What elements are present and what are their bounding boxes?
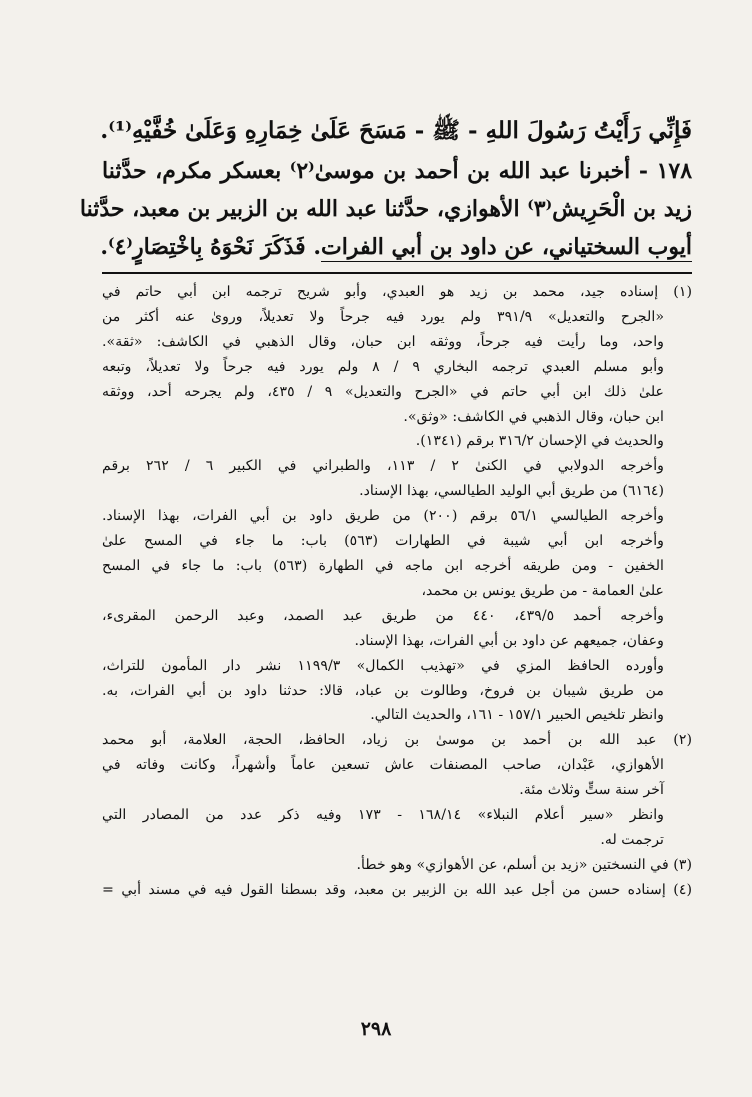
- hadith-text: [79, 112, 693, 266]
- footnote-1-line-18: وانظر تلخيص الحبير ١٥٧/١ - ١٦١، والحديث التالي.: [370, 707, 664, 724]
- footnote-2-line-1: (٢) عبد الله بن أحمد بن موسىٰ بن زياد، الحافظ، الحجة، العلامة، أبو محمد: [102, 732, 692, 749]
- hadith-line-1: فَإِنِّي رَأَيْتُ رَسُولَ اللهِ - ﷺ - مَسَحَ عَلَىٰ خِمَارِهِ وَعَلَىٰ خُفَّيْهِ⁽¹⁾.: [100, 117, 692, 144]
- footnote-1-line-11: وأخرجه ابن أبي شيبة في الطهارات (٥٦٣) باب: ما جاء في المسح علىٰ: [102, 533, 664, 550]
- footnote-2-line-4: وانظر «سير أعلام النبلاء» ١٦٨/١٤ - ١٧٣ وفيه ذكر عدد من المصادر التي: [102, 807, 664, 824]
- footnote-1-line-10: وأخرجه الطيالسي ٥٦/١ برقم (٢٠٠) من طريق داود بن أبي الفرات، بهذا الإسناد.: [102, 508, 665, 525]
- footnote-1-line-8: وأخرجه الدولابي في الكنىٰ ٢ / ١١٣، والطبراني في الكبير ٦ / ٢٦٢ برقم: [102, 458, 664, 475]
- footnote-1-line-2: «الجرح والتعديل» ٣٩١/٩ ولم يورد فيه جرحاً ولا تعديلاً، وروىٰ عنه أكثر من: [102, 308, 664, 325]
- footnote-1-line-9: (٦١٦٤) من طريق أبي الوليد الطيالسي، بهذا الإسناد.: [359, 483, 664, 500]
- footnote-2-line-3: آخر سنة ستٍّ وثلاث مئة.: [519, 782, 664, 799]
- footnote-1-line-17: من طريق شيبان بن فروخ، وطالوت بن عباد، قالا: حدثنا داود بن أبي الفرات، به.: [102, 682, 664, 699]
- hadith-line-2: ١٧٨ - أخبرنا عبد الله بن أحمد بن موسىٰ⁽٢⁾ بعسكر مكرم، حدَّثنا: [102, 158, 693, 184]
- underlined-narrators: أيوب السختياني، عن داود بن أبي الفرات: [320, 234, 692, 260]
- footnote-1-line-4: وأبو مسلم العبدي ترجمه البخاري ٩ / ٨ ولم يورد فيه جرحاً ولا تعديلاً، وتبعه: [102, 358, 664, 375]
- footnote-2-line-5: ترجمت له.: [600, 831, 664, 848]
- hadith-line-4: [102, 228, 692, 266]
- page-number: ٢٩٨: [360, 1018, 392, 1040]
- footnote-1-line-12: الخفين - ومن طريقه أخرجه ابن ماجه في الطهارة (٥٦٣) باب: ما جاء في المسح: [102, 557, 664, 574]
- footnote-1-line-15: وعفان، جميعهم عن داود بن أبي الفرات، بهذا الإسناد.: [354, 632, 664, 649]
- footnote-1-line-1: (١) إسناده جيد، محمد بن زيد هو العبدي، وأبو شريح ترجمه ابن أبي حاتم في: [102, 284, 692, 300]
- hadith-line-3: زيد بن الْحَرِيش⁽٣⁾ الأهوازي، حدَّثنا عبد الله بن الزبير بن معبد، حدَّثنا: [79, 196, 692, 222]
- footnote-1-line-6: ابن حبان، وقال الذهبي في الكاشف: «وثق».: [403, 408, 664, 425]
- footnote-1-line-16: وأورده الحافظ المزي في «تهذيب الكمال» ١١٩٩/٣ نشر دار المأمون للتراث،: [102, 657, 664, 674]
- footnote-divider: [102, 272, 692, 274]
- footnote-4: (٤) إسناده حسن من أجل عبد الله بن الزبير بن معبد، وقد بسطنا القول فيه في مسند أبي =: [102, 881, 692, 898]
- footnote-1-line-5: علىٰ ذلك ابن أبي حاتم في «الجرح والتعديل» ٩ / ٤٣٥، ولم يجرحه أحد، ووثقه: [102, 383, 664, 400]
- page-content: [79, 112, 693, 903]
- footnote-1-line-7: والحديث في الإحسان ٣١٦/٢ برقم (١٣٤١).: [415, 433, 664, 450]
- footnote-1-line-3: واحد، وما رأيت فيه جرحاً، ووثقه ابن حبان، وقال الذهبي في الكاشف: «ثقة».: [102, 333, 664, 350]
- footnotes: [102, 280, 692, 903]
- footnote-1-line-13: علىٰ العمامة - من طريق يونس بن محمد،: [421, 582, 664, 599]
- footnote-2-line-2: الأهوازي، عَبْدان، صاحب المصنفات عاش تسعين عاماً وأشهراً، وكانت وفاته في: [102, 757, 664, 774]
- footnote-3: (٣) في النسختين «زيد بن أسلم، عن الأهوازي» وهو خطأ.: [356, 856, 692, 873]
- footnote-1-line-14: وأخرجه أحمد ٤٣٩/٥، ٤٤٠ من طريق عبد الصمد، وعبد الرحمن المقرىء،: [102, 607, 664, 624]
- hadith-line-4-end: . فَذَكَرَ نَحْوَهُ بِاخْتِصَارٍ⁽٤⁾.: [100, 234, 321, 260]
